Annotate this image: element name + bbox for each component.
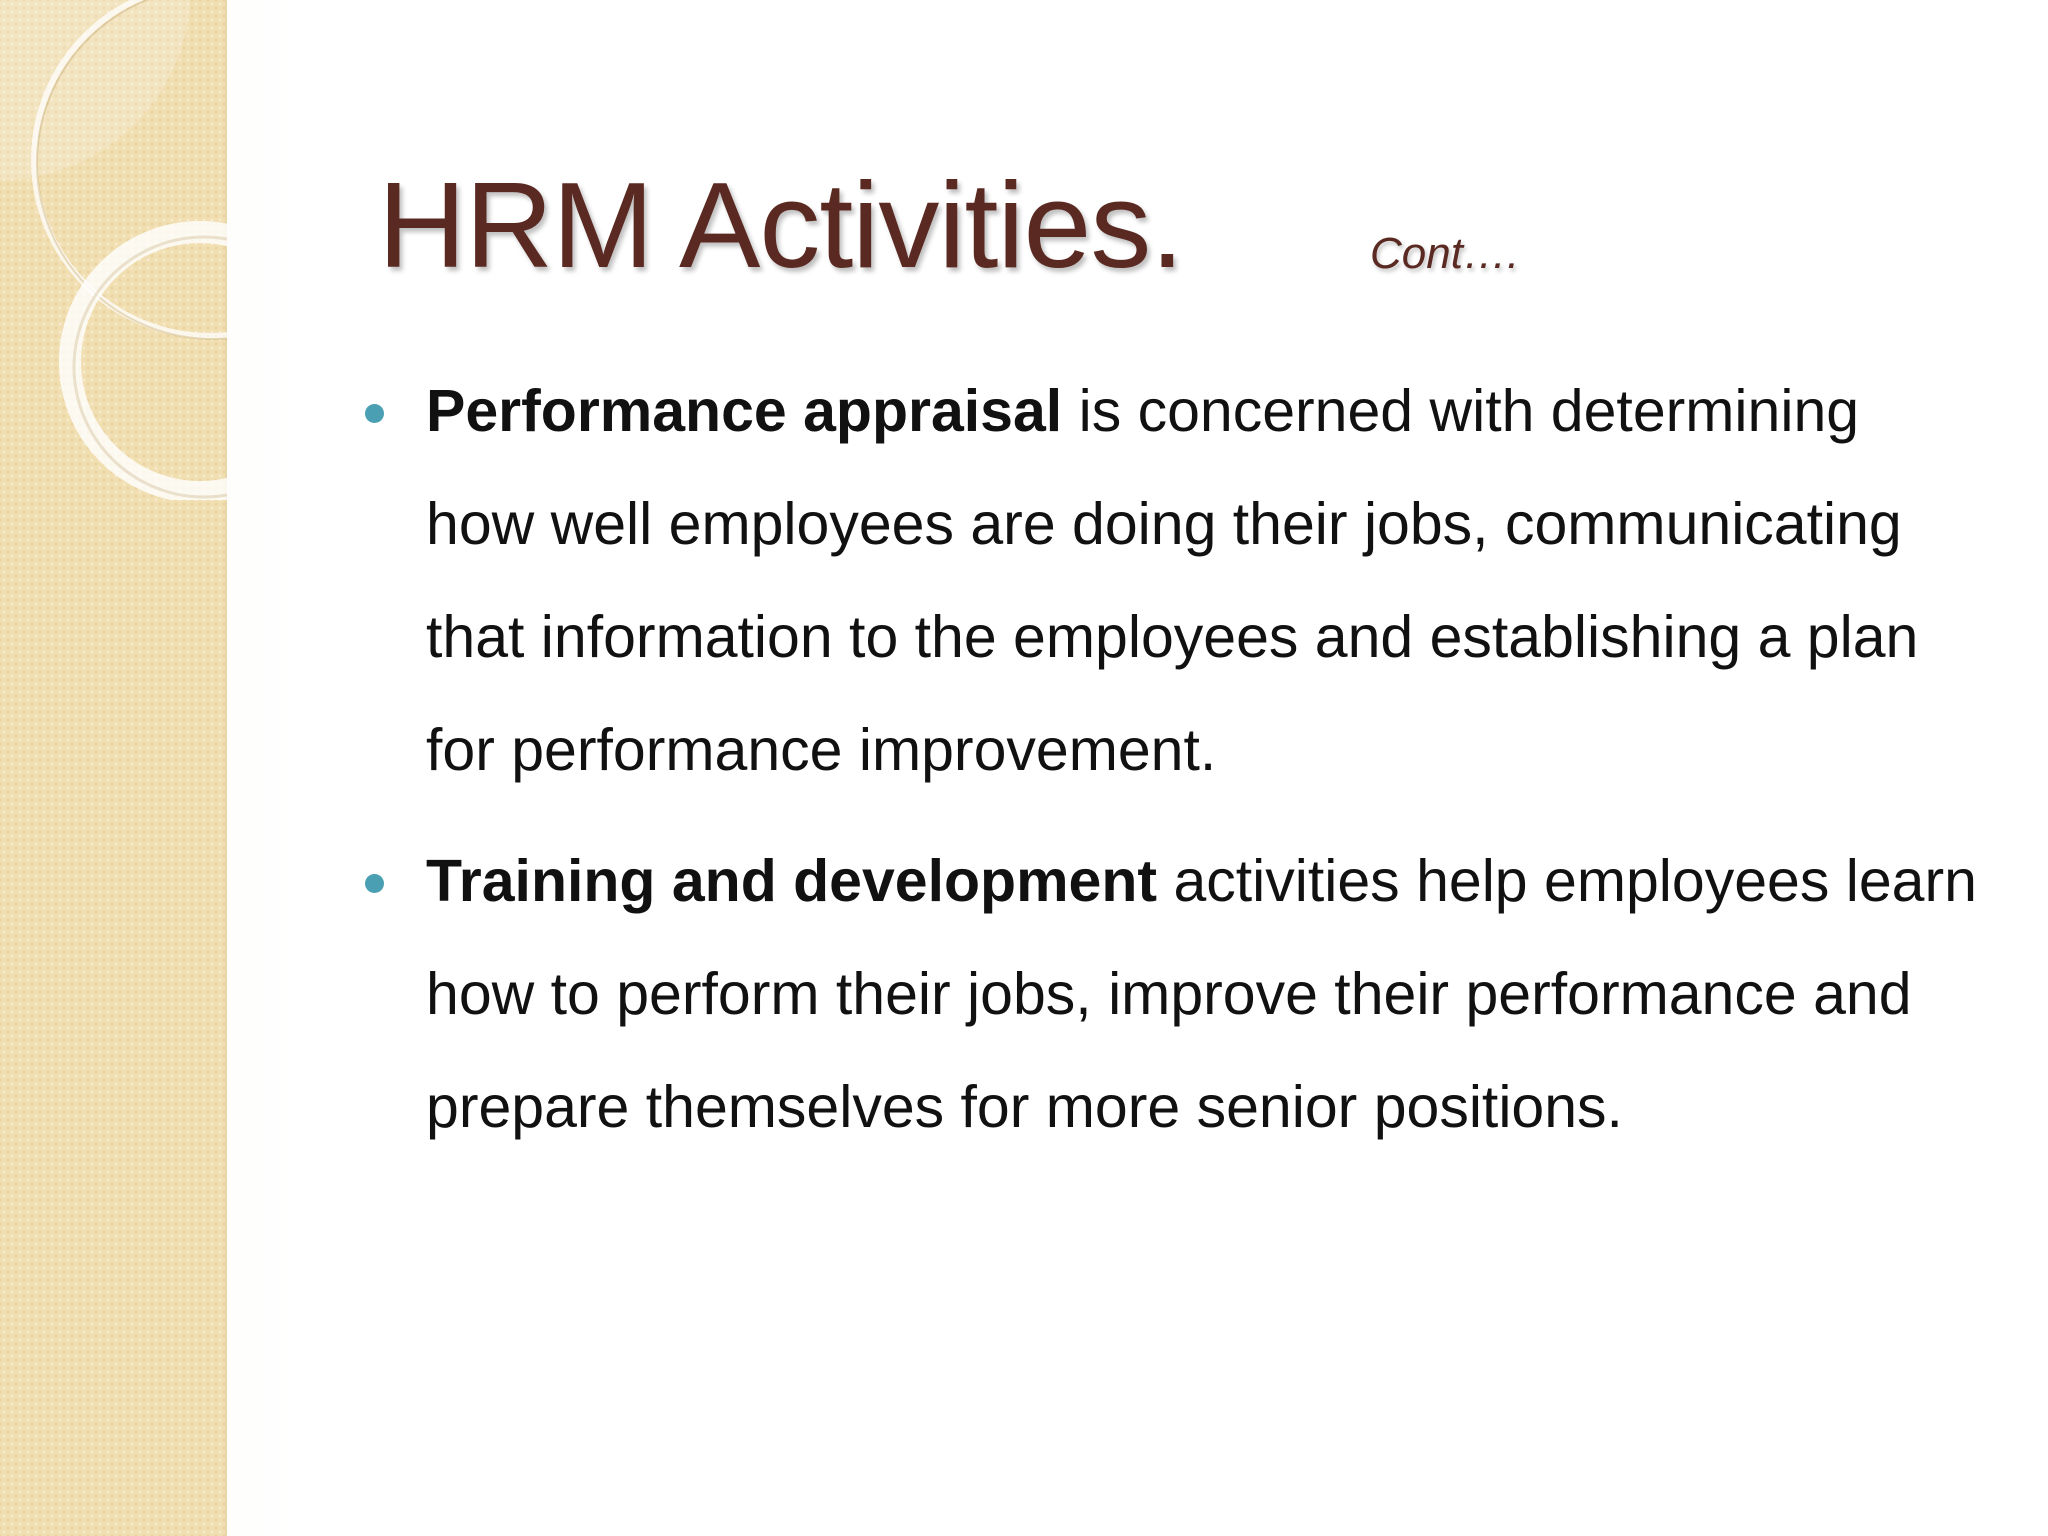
bullet-dot-icon (365, 404, 384, 423)
bullet-term: Performance appraisal (426, 378, 1063, 444)
bullet-item-training-and-development (360, 825, 1980, 1164)
slide-title: HRM Activities. (378, 157, 1184, 293)
bullet-text: activities help employees learn how to perform their jobs, improve their performance and prepare themselves for more senior positions. (426, 848, 1977, 1140)
bullet-list (360, 355, 1980, 1182)
bullet-term: Training and development (426, 848, 1158, 914)
bullet-dot-icon (365, 874, 384, 893)
bullet-text: is concerned with determining how well employees are doing their jobs, communicating that information to the employees and establishing a plan for performance improvement. (426, 378, 1919, 783)
slide-subtitle: Cont…. (1370, 229, 1520, 278)
bullet-item-performance-appraisal (360, 355, 1980, 807)
